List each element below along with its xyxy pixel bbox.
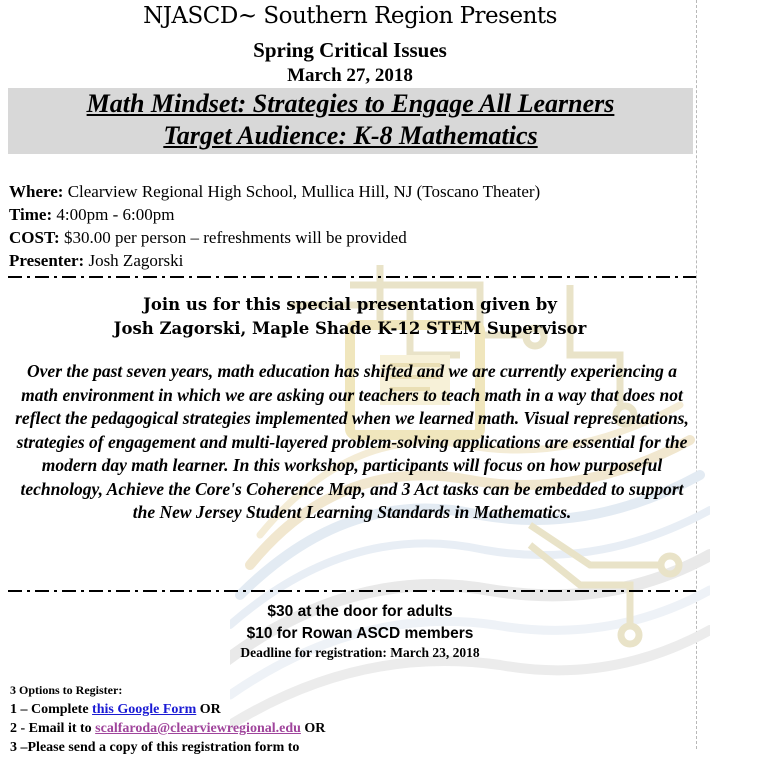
time-row: [9, 203, 540, 226]
presentation-intro: [0, 293, 700, 341]
time-label: Time:: [9, 205, 53, 224]
where-value: Clearview Regional High School, Mullica Hill, NJ (Toscano Theater): [63, 182, 541, 201]
section-divider: [8, 590, 696, 592]
session-title: Math Mindset: Strategies to Engage All Learners: [86, 89, 615, 118]
target-audience: Target Audience: K-8 Mathematics: [163, 121, 538, 150]
email-link[interactable]: scalfaroda@clearviewregional.edu: [95, 721, 301, 736]
registration-deadline: Deadline for registration: March 23, 2018: [240, 645, 480, 660]
intro-line: Join us for this special presentation given by: [143, 295, 557, 314]
where-label: Where:: [9, 182, 64, 201]
adult-price: $30 at the door for adults: [267, 603, 453, 620]
event-series-title: Spring Critical Issues: [253, 38, 447, 62]
section-divider: [8, 276, 696, 278]
time-value: 4:00pm - 6:00pm: [52, 205, 175, 224]
cost-row: [9, 226, 540, 249]
pricing: [0, 601, 720, 645]
registration-options: [10, 681, 325, 757]
event-date: March 27, 2018: [287, 65, 413, 86]
presenter-label: Presenter:: [9, 251, 85, 270]
workshop-description: Over the past seven years, math education has shifted and we are currently experiencing a math environment in which we are asking our teachers to teach math in a way that does not reflect the pedagogical strategies implemented when we learned math. Visual representations, strategies of engagement and multi-layered problem-solving applications are essential for the modern day math learner. In this workshop, participants will focus on how purposeful technology, Achieve the Core's Coherence Map, and 3 Act tasks can be embedded to support the New Jersey Student Learning Standards in Mathematics.: [15, 361, 689, 522]
member-price: $10 for Rowan ASCD members: [246, 625, 474, 642]
option-2: [10, 719, 325, 738]
option-3: 3 –Please send a copy of this registration form to: [10, 740, 300, 755]
option-2-or: OR: [300, 721, 326, 736]
option-1-text: 1 – Complete: [10, 702, 93, 717]
option-2-text: 2 - Email it to: [10, 721, 96, 736]
presenter-value: Josh Zagorski: [84, 251, 184, 270]
session-title-banner: [8, 88, 693, 154]
cost-value: $30.00 per person – refreshments will be provided: [59, 228, 407, 247]
registration-heading: 3 Options to Register:: [10, 683, 123, 697]
page-title: NJASCD~ Southern Region Presents: [143, 3, 557, 29]
event-details: [9, 180, 540, 272]
presenter-credentials: Josh Zagorski, Maple Shade K-12 STEM Supervisor: [113, 319, 587, 338]
cost-label: COST:: [9, 228, 60, 247]
google-form-link[interactable]: this Google Form: [92, 702, 197, 717]
option-1-or: OR: [196, 702, 221, 717]
presenter-row: [9, 249, 540, 272]
option-1: [10, 700, 325, 719]
where-row: [9, 180, 540, 203]
